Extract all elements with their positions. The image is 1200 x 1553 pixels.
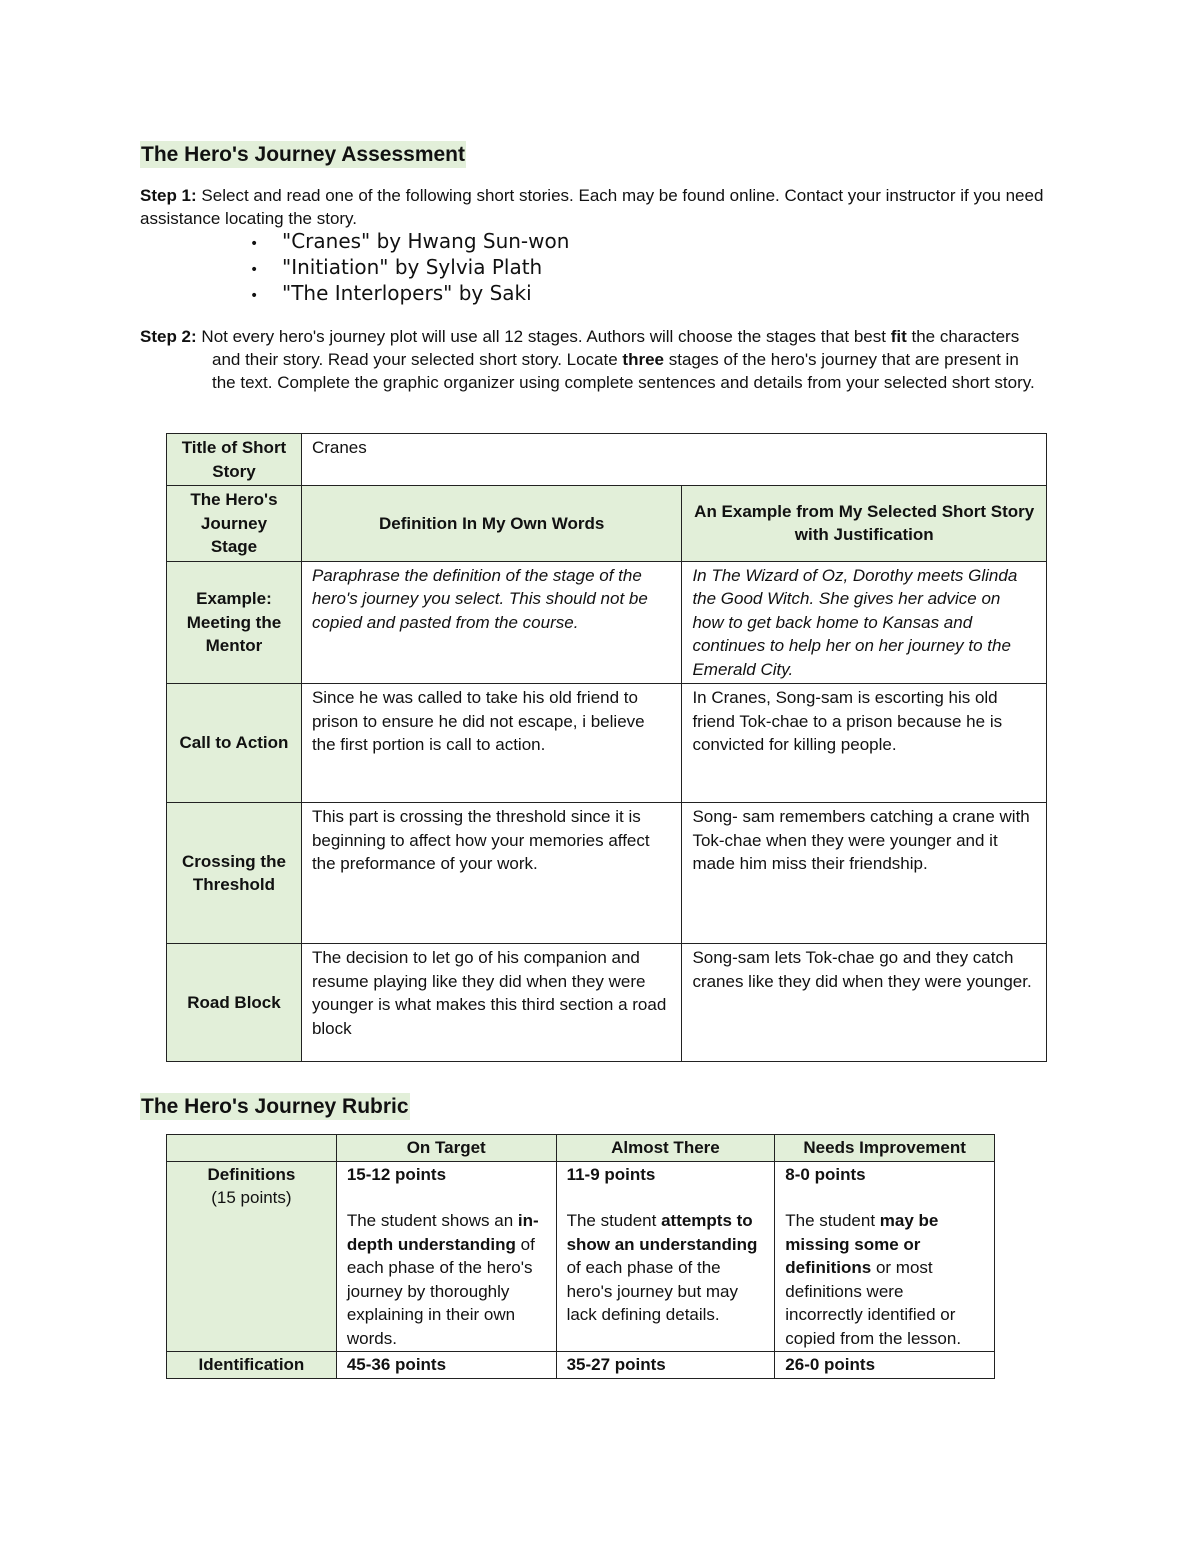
stage-cell: Road Block <box>167 944 302 1062</box>
table-row <box>167 803 1047 944</box>
step1-label: Step 1: <box>140 186 197 205</box>
criterion-label: Identification <box>167 1352 337 1379</box>
example-header: An Example from My Selected Short Story with Justification <box>682 486 1047 562</box>
example-cell: Song-sam lets Tok-chae go and they catch cranes like they did when they were younger. <box>682 944 1047 1062</box>
story-list <box>250 230 569 308</box>
stage-header: The Hero's Journey Stage <box>167 486 302 562</box>
table-row <box>167 944 1047 1062</box>
criterion-points: (15 points) <box>211 1188 292 1207</box>
step1-text: Select and read one of the following short stories. Each may be found online. Contact your instructor if you need assistance locating the story. <box>140 186 1044 228</box>
rubric-cell: 35-27 points <box>556 1352 775 1379</box>
column-header: Needs Improvement <box>775 1135 995 1162</box>
table-row <box>167 1352 995 1379</box>
definition-cell: Paraphrase the definition of the stage of the hero's journey you select. This should not be copied and pasted from the course. <box>301 561 682 684</box>
example-cell: In Cranes, Song-sam is escorting his old friend Tok-chae to a prison because he is convicted for killing people. <box>682 684 1047 803</box>
criterion-label: Definitions <box>207 1164 296 1184</box>
definition-cell: Since he was called to take his old friend to prison to ensure he did not escape, i believe the first portion is call to action. <box>301 684 682 803</box>
definition-cell: This part is crossing the threshold since it is beginning to affect how your memories affect the preformance of your work. <box>301 803 682 944</box>
rubric-table <box>166 1134 995 1379</box>
bullet-icon: • <box>250 236 259 252</box>
list-item: • "The Interlopers" by Saki <box>250 282 569 308</box>
column-header: Almost There <box>556 1135 775 1162</box>
stage-cell: Call to Action <box>167 684 302 803</box>
bullet-icon: • <box>250 262 259 278</box>
step1-paragraph <box>140 184 1050 230</box>
step2-paragraph: Step 2: Not every hero's journey plot will use all 12 stages. Authors will choose the stages that best fit the characters and their story. Read your selected short story. Locate three stages of the hero's journey that are present in the text. Complete the graphic organizer using complete sentences and details from your selected short story. <box>140 327 1035 392</box>
stage-cell: Example: Meeting the Mentor <box>167 561 302 684</box>
table-row <box>167 561 1047 684</box>
rubric-corner-cell <box>167 1135 337 1162</box>
example-cell: Song- sam remembers catching a crane with Tok-chae when they were younger and it made him miss their friendship. <box>682 803 1047 944</box>
title-value-cell: Cranes <box>301 434 1046 486</box>
definition-header: Definition In My Own Words <box>301 486 682 562</box>
table-row <box>167 434 1047 486</box>
table-row <box>167 486 1047 562</box>
rubric-cell: 8-0 points The student may be missing some or definitions or most definitions were incorrectly identified or copied from the lesson. <box>775 1161 995 1352</box>
list-item: • "Initiation" by Sylvia Plath <box>250 256 569 282</box>
table-row <box>167 684 1047 803</box>
table-row <box>167 1161 995 1352</box>
rubric-cell: 26-0 points <box>775 1352 995 1379</box>
assessment-title: The Hero's Journey Assessment <box>141 143 466 166</box>
list-item: • "Cranes" by Hwang Sun-won <box>250 230 569 256</box>
rubric-cell: 45-36 points <box>336 1352 556 1379</box>
column-header: On Target <box>336 1135 556 1162</box>
example-cell: In The Wizard of Oz, Dorothy meets Glinda the Good Witch. She gives her advice on how to get back home to Kansas and continues to help her on her journey to the Emerald City. <box>682 561 1047 684</box>
table-row <box>167 1135 995 1162</box>
title-label-cell: Title of Short Story <box>167 434 302 486</box>
stage-cell: Crossing the Threshold <box>167 803 302 944</box>
definition-cell: The decision to let go of his companion and resume playing like they did when they were younger is what makes this third section a road block <box>301 944 682 1062</box>
graphic-organizer-table <box>166 433 1047 1062</box>
rubric-cell: 15-12 points The student shows an in-depth understanding of each phase of the hero's journey by thoroughly explaining in their own words. <box>336 1161 556 1352</box>
rubric-cell: 11-9 points The student attempts to show an understanding of each phase of the hero's journey but may lack defining details. <box>556 1161 775 1352</box>
rubric-title: The Hero's Journey Rubric <box>141 1095 409 1118</box>
criterion-cell <box>167 1161 337 1352</box>
step2-label: Step 2: <box>140 327 197 346</box>
bullet-icon: • <box>250 288 259 304</box>
